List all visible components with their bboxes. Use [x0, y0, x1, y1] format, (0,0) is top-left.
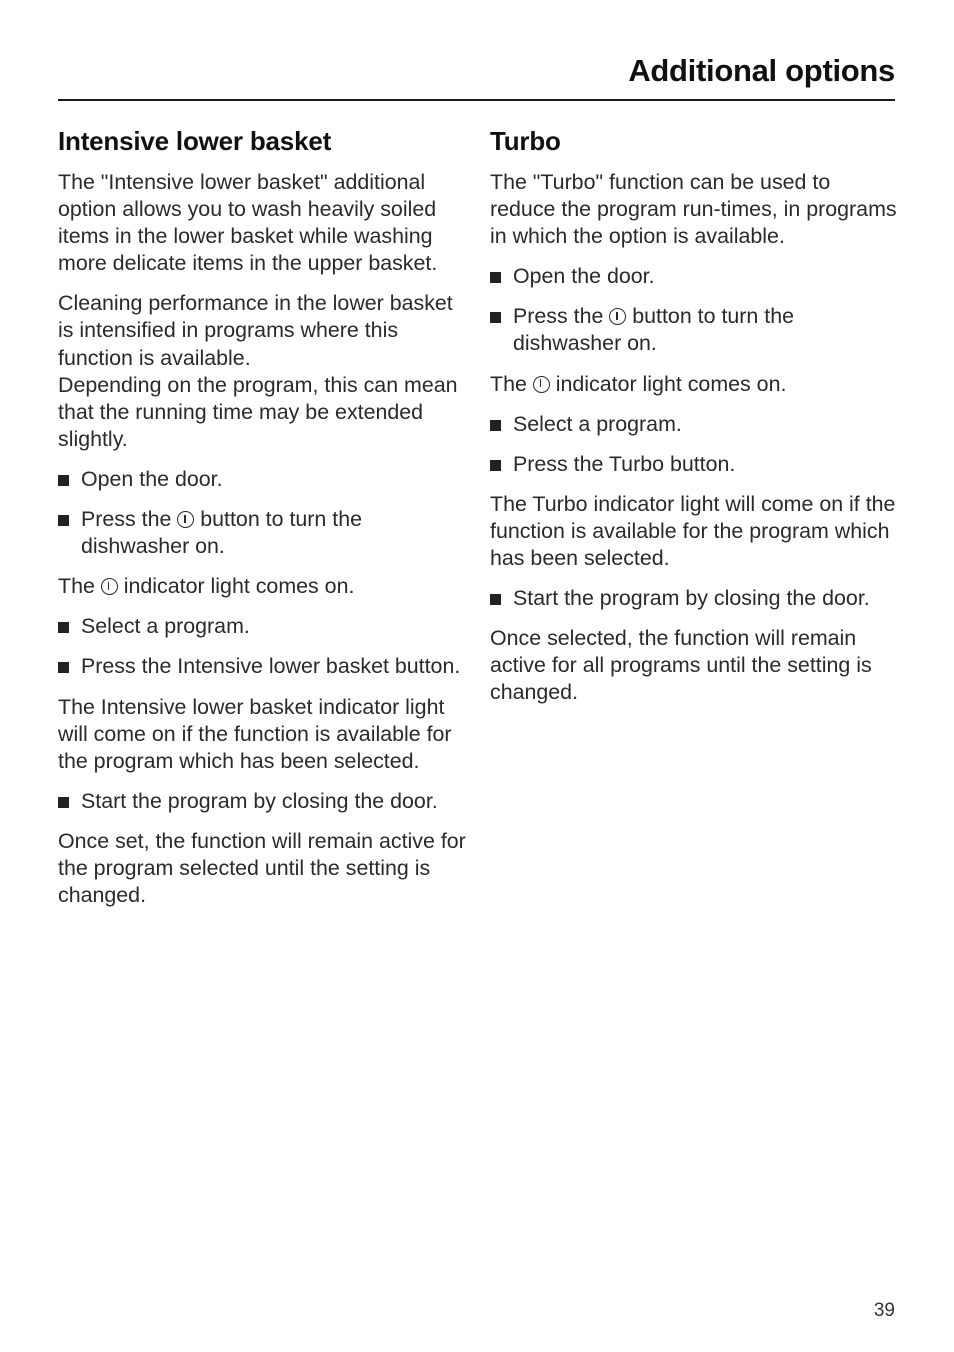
list-item-text: Start the program by closing the door. — [81, 788, 438, 813]
square-bullet-icon — [58, 797, 69, 808]
paragraph: Once selected, the function will remain active for all programs until the setting is changed. — [490, 626, 872, 705]
list-item — [490, 303, 900, 357]
list-item-text: Select a program. — [81, 614, 250, 639]
paragraph-line: Cleaning performance in the lower basket is intensified in programs where this function is available. — [58, 291, 453, 370]
paragraph-text: The — [490, 371, 533, 396]
list-item-text: button to turn the dishwasher on. — [513, 304, 794, 356]
paragraph-text: indicator light comes on. — [549, 371, 787, 396]
paragraph: The Intensive lower basket indicator light will come on if the function is available for the program which has been selected. — [58, 694, 452, 773]
list-item-text: Select a program. — [513, 411, 682, 436]
power-icon — [533, 376, 550, 393]
power-icon — [609, 308, 626, 325]
paragraph — [58, 573, 468, 600]
paragraph-line: Depending on the program, this can mean that the running time may be extended slightly. — [58, 372, 458, 451]
square-bullet-icon — [58, 475, 69, 486]
list-item — [490, 451, 900, 478]
steps-list — [58, 788, 468, 815]
section-heading: Turbo — [490, 126, 561, 156]
paragraph: The "Intensive lower basket" additional option allows you to wash heavily soiled items in the lower basket while washing more delicate items in the upper basket. — [58, 170, 438, 276]
paragraph — [58, 290, 468, 453]
steps-list — [58, 466, 468, 560]
page-number: 39 — [873, 1300, 895, 1321]
list-item-text: Press the Turbo button. — [513, 451, 736, 476]
list-item-text: Open the door. — [513, 264, 655, 289]
list-item — [490, 263, 900, 290]
power-icon — [101, 578, 118, 595]
paragraph-text: The — [58, 574, 101, 599]
paragraph: Once set, the function will remain active for the program selected until the setting is changed. — [58, 828, 466, 908]
square-bullet-icon — [58, 662, 69, 673]
power-icon — [177, 511, 194, 528]
square-bullet-icon — [490, 312, 501, 323]
paragraph: The "Turbo" function can be used to reduce the program run-times, in programs in which the option is available. — [490, 170, 897, 249]
steps-list — [490, 263, 900, 357]
list-item — [490, 411, 900, 438]
list-item-text: Press the — [513, 304, 610, 329]
steps-list — [490, 411, 900, 478]
square-bullet-icon — [58, 622, 69, 633]
square-bullet-icon — [58, 515, 69, 526]
steps-list — [58, 613, 468, 680]
page-header — [58, 52, 895, 101]
page-title: Additional options — [628, 53, 895, 88]
section-heading: Intensive lower basket — [58, 126, 332, 156]
list-item-text: button to turn the dishwasher on. — [81, 507, 362, 559]
list-item — [58, 653, 468, 680]
list-item-text: Press the — [81, 507, 178, 532]
list-item — [58, 613, 468, 640]
square-bullet-icon — [490, 272, 501, 283]
list-item-text: Start the program by closing the door. — [513, 586, 870, 611]
square-bullet-icon — [490, 460, 501, 471]
steps-list — [490, 585, 900, 612]
list-item-text: Press the Intensive lower basket button. — [81, 654, 461, 679]
section-turbo — [490, 124, 900, 720]
paragraph — [490, 371, 900, 398]
list-item-text: Open the door. — [81, 466, 223, 491]
list-item — [58, 788, 468, 815]
paragraph-text: indicator light comes on. — [117, 574, 355, 599]
list-item — [58, 466, 468, 493]
list-item — [490, 585, 900, 612]
square-bullet-icon — [490, 420, 501, 431]
square-bullet-icon — [490, 594, 501, 605]
section-intensive-lower-basket — [58, 124, 468, 922]
paragraph: The Turbo indicator light will come on if the function is available for the program which has been selected. — [490, 491, 896, 571]
list-item — [58, 506, 468, 560]
